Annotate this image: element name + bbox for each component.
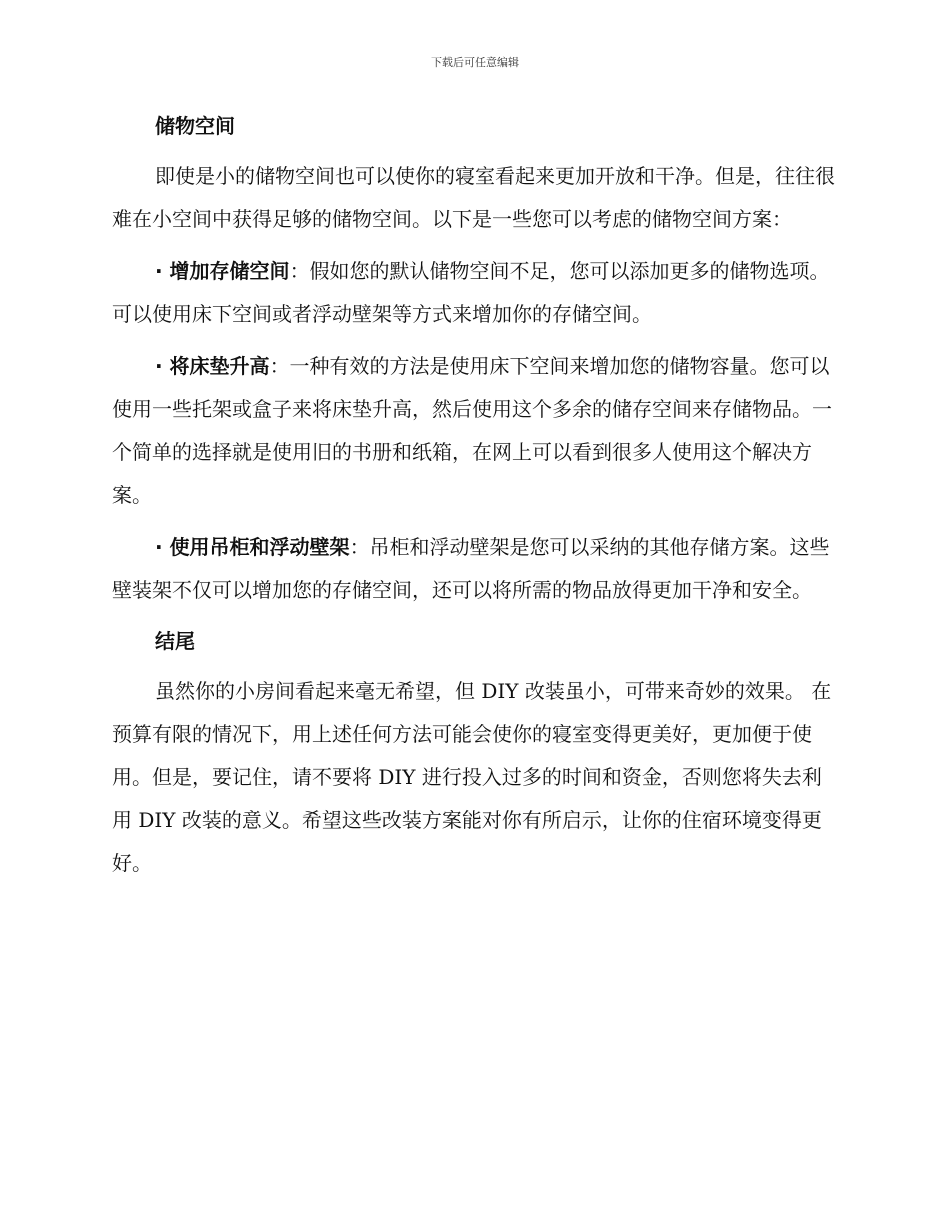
section-heading-conclusion: 结尾	[155, 629, 195, 653]
storage-item-raise-mattress	[112, 345, 838, 517]
storage-item-add-space	[112, 250, 838, 336]
storage-item-add-space-lead: · 增加存储空间	[155, 259, 290, 283]
document-body	[112, 106, 838, 894]
storage-item-cabinets-shelves-text: ：吊柜和浮动壁架是您可以采纳的其他存储方案。这些壁装架不仅可以增加您的存储空间，还可以将所需的物品放得更加干净和安全。	[112, 535, 830, 602]
conclusion-paragraph: 虽然你的小房间看起来毫无希望，但 DIY 改装虽小，可带来奇妙的效果。 在预算有限的情况下，用上述任何方法可能会使你的寝室变得更美好，更加便于使用。但是，要记住，请不要将 DIY 进行投入过多的时间和资金，否则您将失去利用 DIY 改装的意义。希望这些改装方案能对你有所启示，让你的住宿环境变得更好。	[112, 679, 832, 875]
storage-item-raise-mattress-text: ：一种有效的方法是使用床下空间来增加您的储物容量。您可以使用一些托架或盒子来将床垫升高，然后使用这个多余的储存空间来存储物品。一个简单的选择就是使用旧的书册和纸箱，在网上可以看到很多人使用这个解决方案。	[112, 354, 832, 507]
storage-item-cabinets-shelves-lead: · 使用吊柜和浮动壁架	[155, 535, 350, 559]
storage-item-cabinets-shelves	[112, 526, 838, 612]
storage-item-add-space-text: ：假如您的默认储物空间不足，您可以添加更多的储物选项。可以使用床下空间或者浮动壁架等方式来增加你的存储空间。	[112, 259, 830, 326]
storage-intro-paragraph: 即使是小的储物空间也可以使你的寝室看起来更加开放和干净。但是，往往很难在小空间中获得足够的储物空间。以下是一些您可以考虑的储物空间方案：	[112, 164, 835, 231]
page-header-note: 下载后可任意编辑	[431, 56, 519, 69]
storage-item-raise-mattress-lead: · 将床垫升高	[155, 354, 270, 378]
section-heading-storage: 储物空间	[155, 114, 235, 138]
